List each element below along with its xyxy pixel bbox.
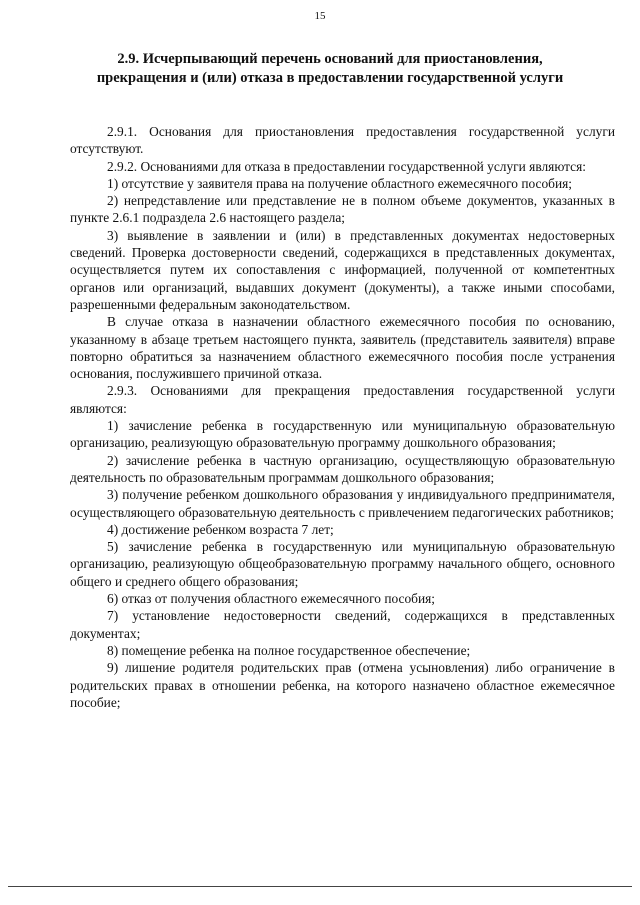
refusal-item-3: 3) выявление в заявлении и (или) в представленных документах недостоверных сведений. Проверка достоверности сведений, содержащихся в представленных документах, осуществляется путем их сопоставления с информацией, полученной от компетентных органов или организаций, выдавших документ (документы), а также иными способами, разрешенными федеральным законодательством. [70,227,615,312]
termination-item-8: 8) помещение ребенка на полное государственное обеспечение; [107,642,471,658]
section-title: 2.9. Исчерпывающий перечень оснований для приостановления, прекращения и (или) отказа в предоставлении государственной услуги [96,51,564,86]
refusal-item-2: 2) непредставление или представление не в полном объеме документов, указанных в пункте 2.6.1 подраздела 2.6 настоящего раздела; [70,193,615,226]
termination-item-7: 7) установление недостоверности сведений, содержащихся в представленных документах; [70,608,615,641]
page-number: 15 [314,10,326,22]
refusal-item-1: 1) отсутствие у заявителя права на получение областного ежемесячного пособия; [107,175,573,191]
termination-item-9: 9) лишение родителя родительских прав (отмена усыновления) либо ограничение в родительских правах в отношении ребенка, на которого назначено областное ежемесячное пособие; [70,660,615,710]
paragraph-2-9-2: 2.9.2. Основаниями для отказа в предоставлении государственной услуги являются: [107,158,586,174]
paragraph-2-9-1: 2.9.1. Основания для приостановления предоставления государственной услуги отсутствуют. [70,124,615,157]
bottom-rule [8,886,632,887]
termination-item-4: 4) достижение ребенком возраста 7 лет; [107,521,334,537]
document-body [70,123,615,711]
termination-item-2: 2) зачисление ребенка в частную организацию, осуществляющую образовательную деятельность по образовательным программам дошкольного образования; [70,452,615,485]
termination-item-6: 6) отказ от получения областного ежемесячного пособия; [107,591,436,607]
termination-item-1: 1) зачисление ребенка в государственную или муниципальную образовательную организацию, реализующую образовательную программу дошкольного образования; [70,418,615,451]
paragraph-2-9-3: 2.9.3. Основаниями для прекращения предоставления государственной услуги являются: [70,383,615,416]
refusal-note: В случае отказа в назначении областного ежемесячного пособия по основанию, указанному в абзаце третьем настоящего пункта, заявитель (представитель заявителя) вправе повторно обратиться за назначением областного ежемесячного пособия после устранения основания, послужившего причиной отказа. [70,314,615,382]
termination-item-3: 3) получение ребенком дошкольного образования у индивидуального предпринимателя, осуществляющего образовательную деятельность с привлечением педагогических работников; [70,487,615,520]
termination-item-5: 5) зачисление ребенка в государственную или муниципальную образовательную организацию, реализующую общеобразовательную программу начального общего, основного общего и среднего общего образования; [70,539,615,589]
